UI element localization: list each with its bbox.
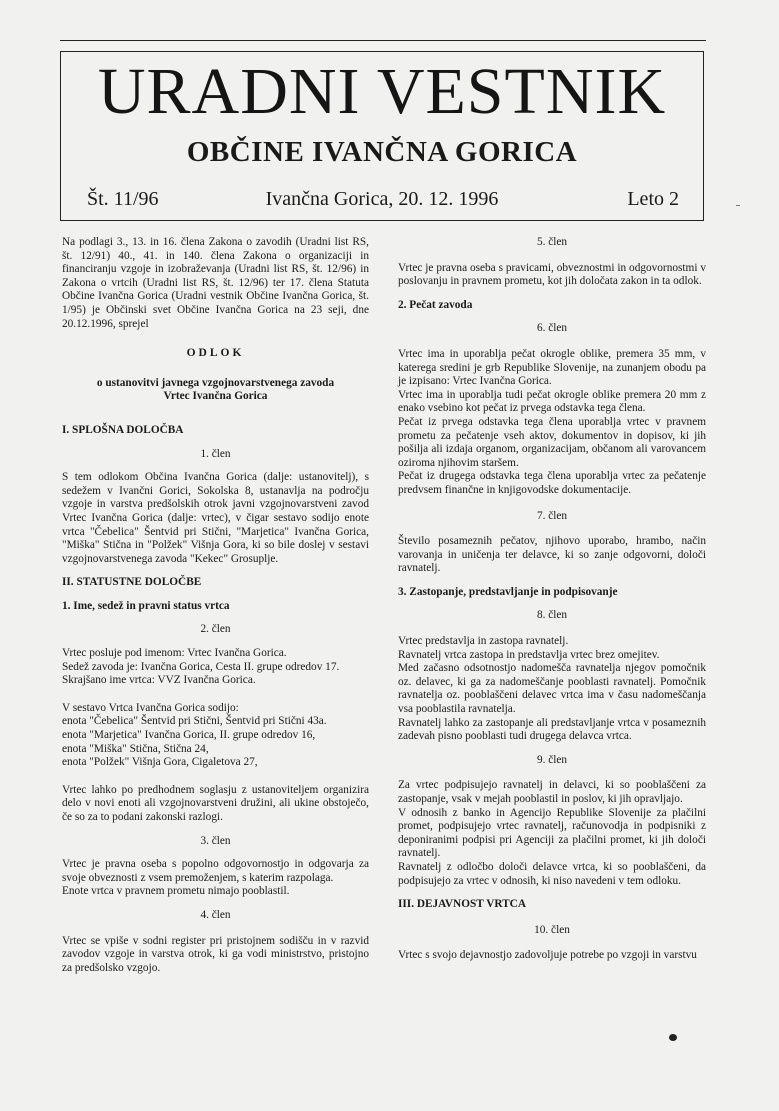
article-9-paragraph-1: Za vrtec podpisujejo ravnatelj in delavci, ki so pooblaščeni za zastopanje, vsak v mejah pooblastil in poslov, ki jih opravljajo.: [398, 779, 706, 805]
newspaper-title: URADNI VESTNIK: [97, 55, 667, 128]
subsection-heading-3: 3. Zastopanje, predstavljanje in podpisovanje: [398, 585, 618, 598]
year-label: Leto 2: [627, 188, 679, 210]
article-6-paragraph-1: Vrtec ima in uporablja pečat okrogle oblike, premera 35 mm, v katerega sredini je grb Republike Slovenije, na zunanjem obodu pa je izpisano: Vrtec Ivančna Gorica.: [398, 347, 706, 388]
article-4-heading: 4. člen: [200, 908, 231, 921]
article-8-paragraph-4: Ravnatelj lahko za zastopanje ali predstavljanje vrtca v posameznih zadevah pisno pooblasti tudi drugega delavca vrtca.: [398, 716, 706, 743]
article-7-heading: 7. člen: [536, 509, 568, 522]
article-3-text-2: Enote vrtca v pravnem prometu nimajo pooblastil.: [62, 885, 290, 898]
article-8-heading: 8. člen: [536, 609, 568, 622]
top-rule: [60, 40, 706, 41]
section-heading-3: III. DEJAVNOST VRTCA: [398, 898, 526, 911]
article-6-heading: 6. člen: [536, 322, 568, 335]
article-6-paragraph-3: Pečat iz prvega odstavka tega člena uporablja vrtec v pravnem prometu za pečatenje vseh aktov, dokumentov in dopisov, ki jih pošilja ali izdaja organom, organizacijam, občanom ali varovancem oziroma njihovim staršem.: [398, 415, 706, 469]
section-heading-2: II. STATUSTNE DOLOČBE: [62, 576, 202, 589]
article-10-text: Vrtec s svojo dejavnostjo zadovoljuje potrebe po vzgoji in varstvu: [398, 949, 697, 962]
article-9-paragraph-3: Ravnatelj z odločbo določi delavce vrtca, ki so pooblaščeni, da podpisujejo za vrtec v odnosih, ki niso navedeni v tem odloku.: [398, 860, 706, 887]
unit-cebelica: enota "Čebelica" Šentvid pri Stični, Šentvid pri Stični 43a.: [62, 715, 327, 728]
section-heading-1: I. SPLOŠNA DOLOČBA: [62, 423, 184, 436]
article-5-text: Vrtec je pravna oseba s pravicami, obveznostmi in odgovornostmi v poslovanju in pravnem prometu, kot jih določata zakon in ta odlok.: [398, 261, 706, 288]
article-3-heading: 3. člen: [200, 834, 231, 847]
article-6-paragraph-4: Pečat iz drugega odstavka tega člena uporablja vrtec za pečatenje predvsem finančne in knjigovodske dokumentacije.: [398, 470, 706, 496]
issue-number: Št. 11/96: [87, 188, 159, 210]
unit-polzek: enota "Polžek" Višnja Gora, Cigaletova 27,: [62, 756, 258, 769]
unit-miska: enota "Miška" Stična, Stična 24,: [62, 742, 209, 755]
odlok-heading: ODLOK: [186, 347, 245, 360]
article-2-line: Sedež zavoda je: Ivančna Gorica, Cesta II. grupe odredov 17.: [62, 660, 340, 673]
article-10-heading: 10. člen: [534, 923, 570, 936]
article-2-paragraph: Vrtec lahko po predhodnem soglasju z ustanoviteljem organizira delo v novi enoti ali vzgojnovarstveni družini, ali ukine obstoječo, če so za to podani zakonski razlogi.: [62, 783, 369, 823]
article-9-paragraph-2: V odnosih z banko in Agencijo Republike Slovenije za plačilni promet, podpisujejo vrtec ravnatelj, računovodja in podpisniki z deponiranimi podpisi pri Agenciji za plačilni promet, ki jih določi ravnatelj.: [398, 806, 706, 860]
article-2-heading: 2. člen: [200, 623, 231, 636]
newspaper-subtitle: OBČINE IVANČNA GORICA: [186, 136, 578, 168]
masthead: [60, 51, 704, 221]
article-8-line: Vrtec predstavlja in zastopa ravnatelj.: [398, 635, 569, 648]
odlok-subtitle-1: o ustanovitvi javnega vzgojnovarstvenega zavoda: [96, 376, 335, 389]
article-3-text: Vrtec je pravna oseba s popolno odgovornostjo in odgovarja za svoje obveznosti z vsem premoženjem, s katerim razpolaga.: [62, 858, 369, 884]
scan-speck: [736, 205, 740, 206]
bullet-mark: [669, 1034, 677, 1041]
right-column: [398, 236, 706, 963]
unit-marjetica: enota "Marjetica" Ivančna Gorica, II. grupe odredov 16,: [62, 729, 316, 742]
odlok-subtitle-2: Vrtec Ivančna Gorica: [163, 390, 268, 403]
article-2-line: Vrtec posluje pod imenom: Vrtec Ivančna Gorica.: [62, 647, 287, 660]
intro-paragraph: Na podlagi 3., 13. in 16. člena Zakona o zavodih (Uradni list RS, št. 12/91) 40., 41. in 140. člena Zakona o organizaciji in financiranju vzgoje in izobraževanja (Uradni list RS, št. 12/96) in Zakona o vrtcih (Uradni list RS, št. 12/96) ter 17. člena Statuta Občine Ivančna Gorica (Uradni vestnik Občine Ivančna Gorica, št. 1/95) je Občinski svet Občine Ivančna Gorica na 23 seji, dne 20.12.1996, sprejel: [62, 236, 369, 330]
article-5-heading: 5. člen: [536, 236, 568, 248]
article-7-text: Število posameznih pečatov, njihovo uporabo, hrambo, način varovanja in uničenja ter delavce, ki so zanje odgovorni, določi ravnatelj.: [398, 535, 706, 575]
article-1-heading: 1. člen: [200, 447, 231, 460]
left-column: [62, 236, 369, 975]
place-date: Ivančna Gorica, 20. 12. 1996: [265, 188, 499, 210]
article-4-text: Vrtec se vpiše v sodni register pri pristojnem sodišču in v razvid zavodov vzgoje in varstva otrok, ki ga vodi ministrstvo, pristojno za predšolsko vzgojo.: [62, 934, 369, 974]
article-1-text: S tem odlokom Občina Ivančna Gorica (dalje: ustanovitelj), s sedežem v Ivančni Gorici, Sokolska 8, ustanavlja na področju vzgoje in varstva predšolskih otrok javni vzgojnovarstveni zavod Vrtec Ivančna Gorica (dalje: vrtec), v čigar sestavo sodijo enote vrtca "Čebelica" Šentvid pri Stični, "Marjetica" Ivančna Gorica, "Miška" Stična in "Polžek" Višnja Gora, ki so bile doslej v sestavi vzgojnovarstvenega zavoda "Kekec" Grosuplje.: [62, 471, 369, 565]
subsection-heading-2: 2. Pečat zavoda: [398, 298, 473, 311]
article-8-paragraph-3: Med začasno odsotnostjo nadomešča ravnatelja njegov pomočnik oz. delavec, ki ga za nadomeščanje pooblasti ravnatelj. Pomočnik ravnatelja oz. pooblaščeni delavec vrtca ima v času nadomeščanja vsa pooblastila ravnatelja.: [398, 662, 706, 716]
article-6-paragraph-2: Vrtec ima in uporablja tudi pečat okrogle oblike premera 20 mm z enako vsebino kot pečat iz prvega odstavka tega člena.: [398, 388, 706, 415]
article-8-line: Ravnatelj vrtca zastopa in predstavlja vrtec brez omejitev.: [398, 648, 660, 661]
article-9-heading: 9. člen: [536, 753, 568, 766]
article-2-line: Skrajšano ime vrtca: VVZ Ivančna Gorica.: [62, 674, 256, 687]
subsection-heading-1: 1. Ime, sedež in pravni status vrtca: [62, 599, 230, 612]
article-2-line: V sestavo Vrtca Ivančna Gorica sodijo:: [62, 701, 239, 714]
